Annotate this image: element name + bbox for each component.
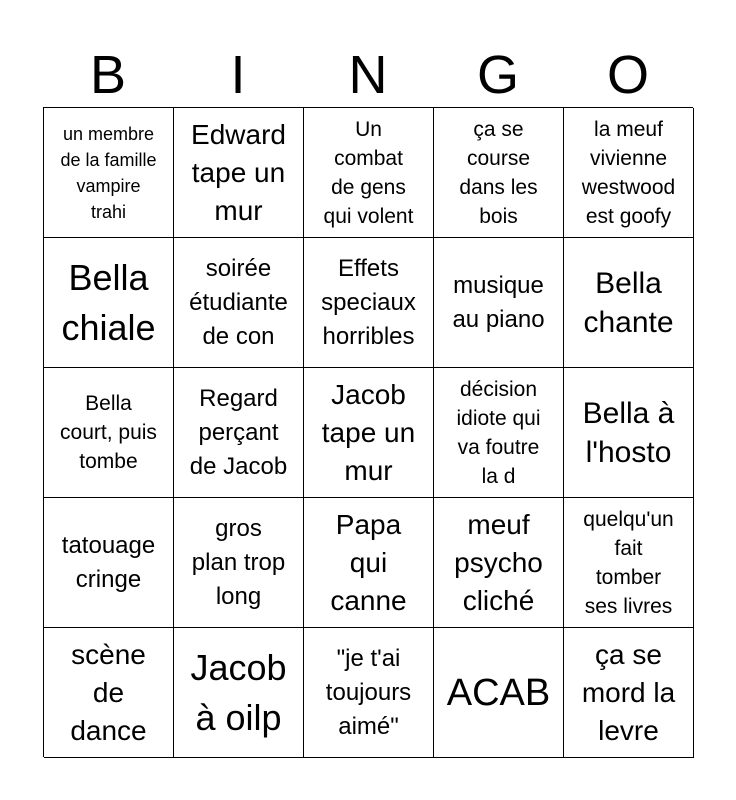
cell-text: "je t'ai toujours aimé"	[325, 644, 412, 740]
bingo-cell[interactable]	[174, 238, 304, 368]
bingo-cell[interactable]	[564, 368, 694, 498]
bingo-cell[interactable]	[44, 628, 174, 758]
bingo-cell[interactable]	[434, 368, 564, 498]
header-letter-n: N	[348, 45, 388, 105]
bingo-cell[interactable]	[434, 238, 564, 368]
bingo-cell[interactable]	[434, 628, 564, 758]
bingo-cell[interactable]	[174, 368, 304, 498]
cell-text: scène de dance	[70, 638, 147, 746]
bingo-cell[interactable]	[434, 108, 564, 238]
cell-text: la meuf vivienne westwood est goofy	[581, 117, 676, 228]
cell-text: Jacob à oilp	[190, 646, 287, 738]
cell-text: Regard perçant de Jacob	[189, 384, 288, 480]
bingo-cell[interactable]	[304, 108, 434, 238]
cell-text: ça se course dans les bois	[459, 117, 538, 228]
cell-text: Jacob tape un mur	[321, 378, 416, 486]
bingo-cell[interactable]	[304, 628, 434, 758]
bingo-cell[interactable]	[304, 498, 434, 628]
cell-text: Bella chiale	[61, 256, 156, 348]
bingo-cell[interactable]	[174, 628, 304, 758]
cell-text: décision idiote qui va foutre la d	[456, 377, 541, 488]
cell-text: tatouage cringe	[61, 531, 156, 593]
cell-text: soirée étudiante de con	[189, 254, 288, 350]
cell-text: un membre de la famille vampire trahi	[60, 123, 157, 222]
header-letter-i: I	[230, 45, 246, 105]
bingo-grid	[43, 107, 693, 757]
bingo-cell[interactable]	[44, 498, 174, 628]
cell-text: Un combat de gens qui volent	[323, 117, 414, 228]
bingo-cell[interactable]	[174, 498, 304, 628]
cell-text: Bella chante	[583, 266, 674, 339]
cell-text: ça se mord la levre	[581, 638, 676, 746]
bingo-cell[interactable]	[304, 238, 434, 368]
bingo-header	[43, 44, 693, 106]
cell-text: Bella à l'hosto	[582, 396, 675, 469]
bingo-cell[interactable]	[564, 238, 694, 368]
bingo-cell[interactable]	[434, 498, 564, 628]
cell-text: quelqu'un fait tomber ses livres	[583, 507, 674, 618]
header-letter-b: B	[89, 45, 127, 105]
cell-text: ACAB	[446, 671, 551, 714]
header-letter-g: G	[476, 45, 519, 105]
cell-text: gros plan trop long	[191, 514, 286, 610]
bingo-cell[interactable]	[44, 368, 174, 498]
bingo-cell[interactable]	[564, 628, 694, 758]
cell-text: Edward tape un mur	[191, 118, 286, 226]
cell-text: Bella court, puis tombe	[60, 392, 157, 473]
cell-text: musique au piano	[452, 271, 545, 333]
bingo-cell[interactable]	[564, 108, 694, 238]
header-letter-o: O	[606, 45, 649, 105]
bingo-cell[interactable]	[174, 108, 304, 238]
bingo-cell[interactable]	[44, 108, 174, 238]
bingo-cell[interactable]	[304, 368, 434, 498]
bingo-cell[interactable]	[44, 238, 174, 368]
cell-text: Papa qui canne	[330, 508, 407, 616]
cell-text: Effets speciaux horribles	[321, 254, 416, 350]
bingo-cell[interactable]	[564, 498, 694, 628]
cell-text: meuf psycho cliché	[454, 508, 543, 616]
